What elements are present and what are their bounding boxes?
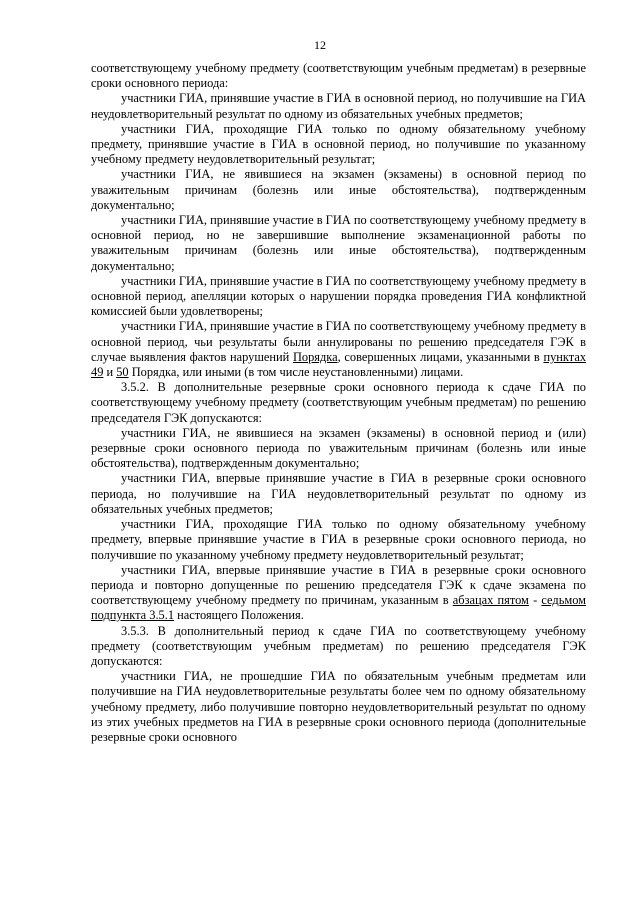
link-poryadok[interactable]: Порядка — [292, 349, 338, 364]
paragraph: участники ГИА, принявшие участие в ГИА по соответствующему учебному предмету в основной период, но не завершившие выполнение экзаменационной работы по уважительным причинам (болезнь или иные обстоятельства), подтвержденным документально; — [91, 213, 586, 273]
link-podpunkt-3-5-1[interactable]: седьмом подпункта 3.5.1 — [91, 593, 586, 623]
paragraph: участники ГИА, принявшие участие в ГИА по соответствующему учебному предмету в основной период, апелляции которых о нарушении порядка проведения ГИА конфликтной комиссией были удовлетворены; — [91, 273, 586, 319]
section-paragraph-3-5-2: 3.5.2. В дополнительные резервные сроки основного периода к сдаче ГИА по соответствующему учебному предмету (соответствующим учебным предметам) по решению председателя ГЭК допускаются: — [91, 380, 586, 425]
paragraph — [91, 319, 586, 380]
text-run: - — [528, 593, 542, 608]
text-run: и — [103, 365, 117, 380]
document-body — [91, 61, 586, 745]
link-punkt-50[interactable]: 50 — [116, 365, 129, 380]
paragraph: участники ГИА, не явившиеся на экзамен (экзамены) в основной период и (или) резервные сроки основного периода по уважительным причинам (болезнь или иные обстоятельства), подтвержденным документально; — [91, 425, 586, 471]
paragraph: участники ГИА, проходящие ГИА только по одному обязательному учебному предмету, принявшие участие в ГИА в основной период, но получившие по указанному учебному предмету неудовлетворительный результат; — [91, 121, 586, 167]
link-punkt-49[interactable]: пунктах 49 — [91, 349, 587, 380]
paragraph: участники ГИА, не явившиеся на экзамен (экзамены) в основной период по уважительным причинам (болезнь или иные обстоятельства), подтвержденным документально; — [91, 167, 586, 212]
paragraph: соответствующему учебному предмету (соответствующим учебным предметам) в резервные сроки основного периода: — [91, 61, 586, 91]
text-run: участники ГИА, принявшие участие в ГИА по соответствующему учебному предмету в основной период, чьи результаты были аннулированы по решению председателя ГЭК в случае выявления фактов нарушений — [91, 319, 586, 364]
text-run: настоящего Положения. — [174, 608, 304, 623]
paragraph: участники ГИА, принявшие участие в ГИА в основной период, но получившие на ГИА неудовлетворительный результат по одному из обязательных учебных предметов; — [91, 91, 586, 121]
text-run: участники ГИА, впервые принявшие участие в ГИА в резервные сроки основного периода и повторно допущенные по решению председателя ГЭК к сдаче экзамена по соответствующему учебному предмету по причинам, указанным в — [91, 562, 586, 608]
text-run: Порядка, или иными (в том числе неустановленными) лицами. — [128, 365, 464, 380]
paragraph: участники ГИА, впервые принявшие участие в ГИА в резервные сроки основного периода, но получившие на ГИА неудовлетворительный результат по одному из обязательных учебных предметов; — [91, 471, 586, 516]
link-abzats-pyatyi[interactable]: абзацах пятом — [452, 593, 529, 608]
text-run: , совершенных лицами, указанными в — [337, 349, 544, 364]
page-number: 12 — [314, 38, 326, 52]
paragraph: участники ГИА, не прошедшие ГИА по обязательным учебным предметам или получившие на ГИА неудовлетворительные результаты более чем по одному обязательному учебному предмету, либо получившие повторно неудовлетворительный результат по одному из этих учебных предметов на ГИА в резервные сроки основного периода (дополнительные резервные сроки основного — [91, 669, 586, 744]
section-paragraph-3-5-3: 3.5.3. В дополнительный период к сдаче ГИА по соответствующему учебному предмету (соответствующим учебным предметам) по решению председателя ГЭК допускаются: — [91, 623, 586, 668]
paragraph — [91, 563, 586, 624]
paragraph: участники ГИА, проходящие ГИА только по одному обязательному учебному предмету, впервые принявшие участие в ГИА в резервные сроки основного периода, но получившие по указанному учебному предмету неудовлетворительный результат; — [91, 517, 586, 562]
